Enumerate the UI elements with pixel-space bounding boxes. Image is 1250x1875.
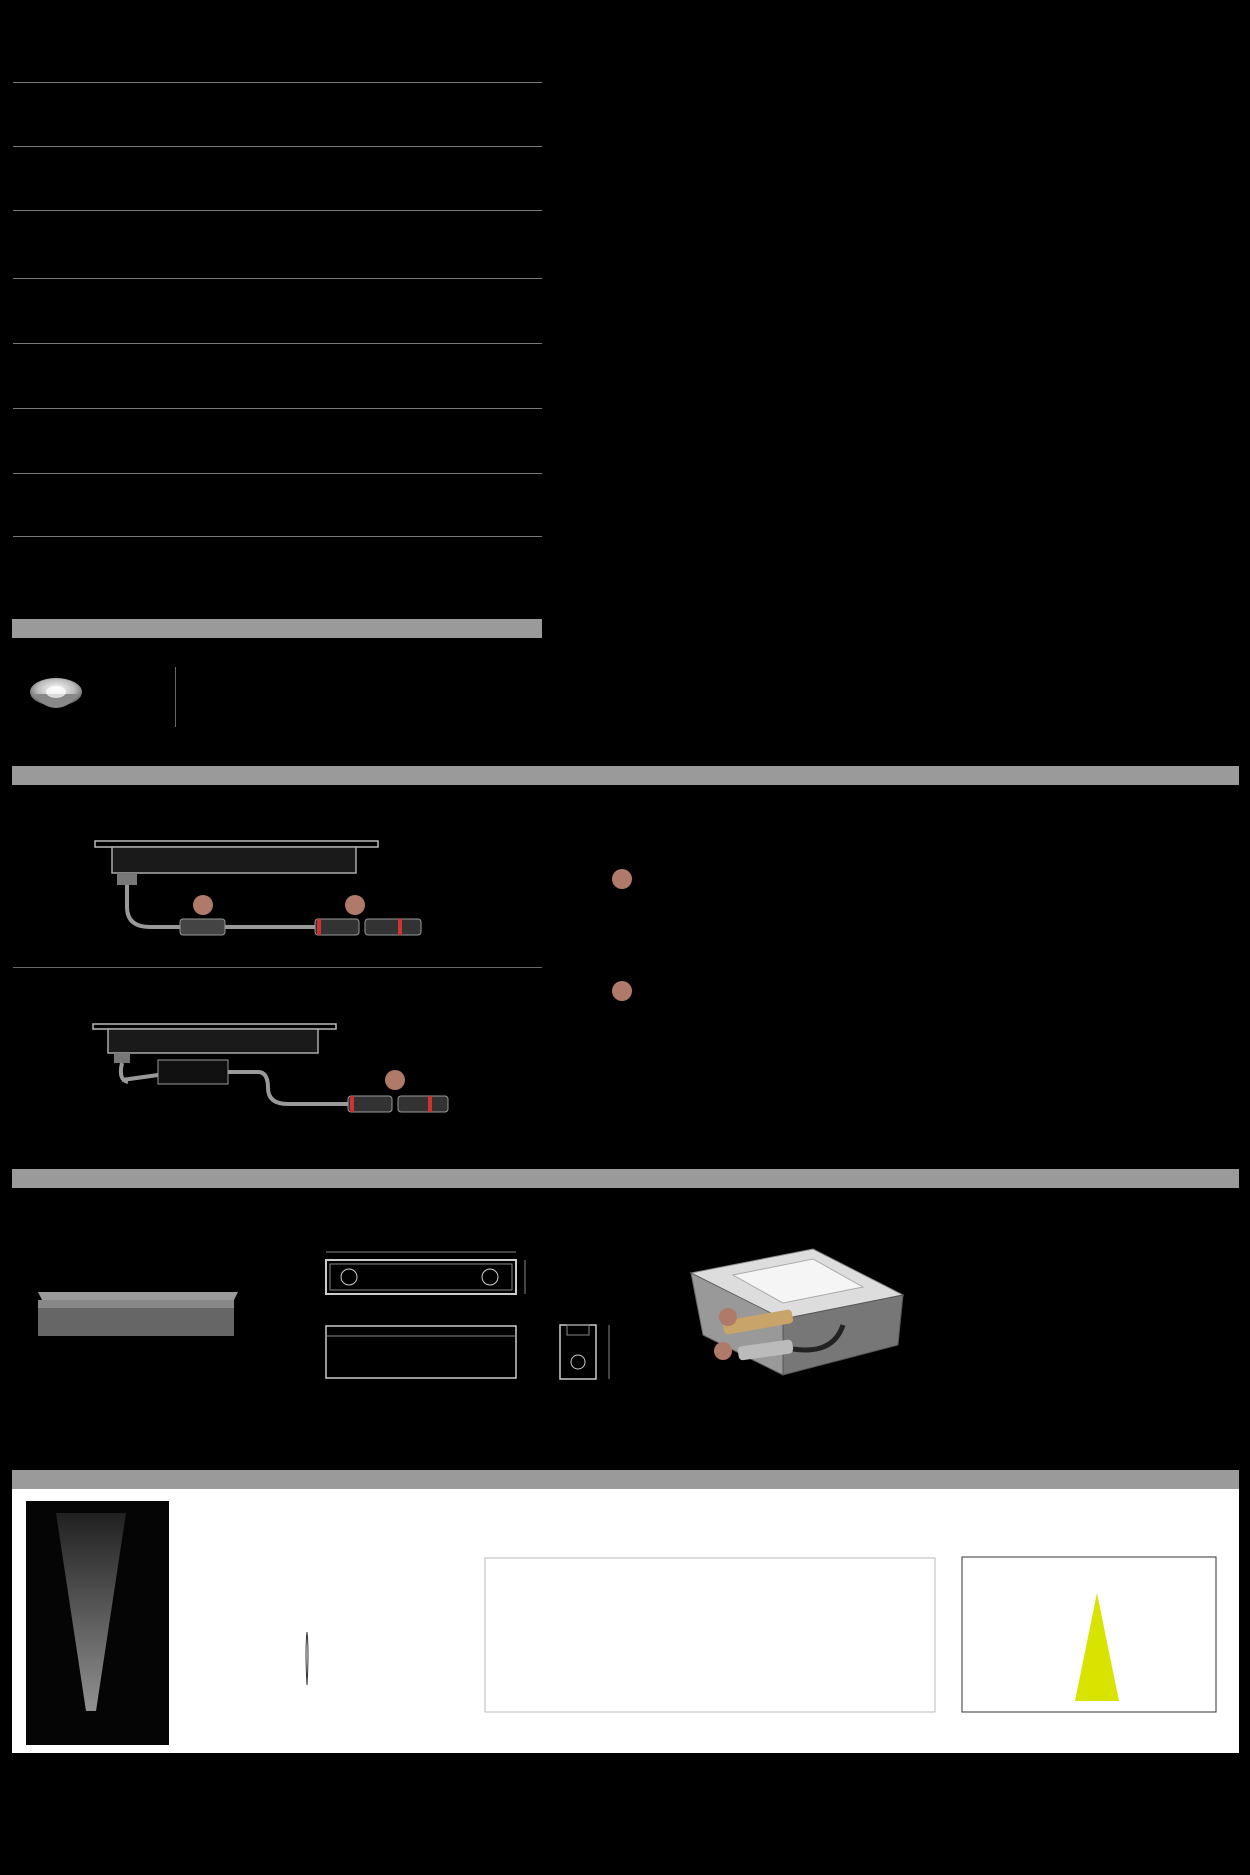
photometric-header — [12, 1470, 1239, 1489]
divider — [13, 146, 542, 147]
divider — [13, 536, 542, 537]
light-distribution-chart — [410, 1500, 945, 1735]
high-voltage-diagram — [88, 1020, 468, 1115]
divider — [13, 967, 542, 968]
sleeve-3d-render — [683, 1245, 908, 1385]
lens-image — [28, 672, 84, 720]
marker-a — [612, 869, 632, 894]
divider — [13, 408, 542, 409]
sleeve-drawing — [323, 1250, 553, 1390]
divider — [13, 473, 542, 474]
divider — [13, 82, 542, 83]
sleeve-end-view — [557, 1322, 617, 1384]
divider — [13, 210, 542, 211]
lux-distance-table — [960, 1531, 1230, 1727]
sleeve-header — [12, 1169, 1239, 1188]
divider — [13, 343, 542, 344]
optics-header — [12, 619, 542, 638]
waterproof-header — [12, 766, 1239, 785]
sleeve-image — [34, 1288, 242, 1340]
low-voltage-diagram — [90, 835, 440, 950]
divider — [175, 667, 176, 727]
marker-b — [612, 981, 632, 1006]
polar-diagram — [205, 1510, 435, 1740]
lux-cone-chart — [26, 1501, 169, 1745]
divider — [13, 278, 542, 279]
